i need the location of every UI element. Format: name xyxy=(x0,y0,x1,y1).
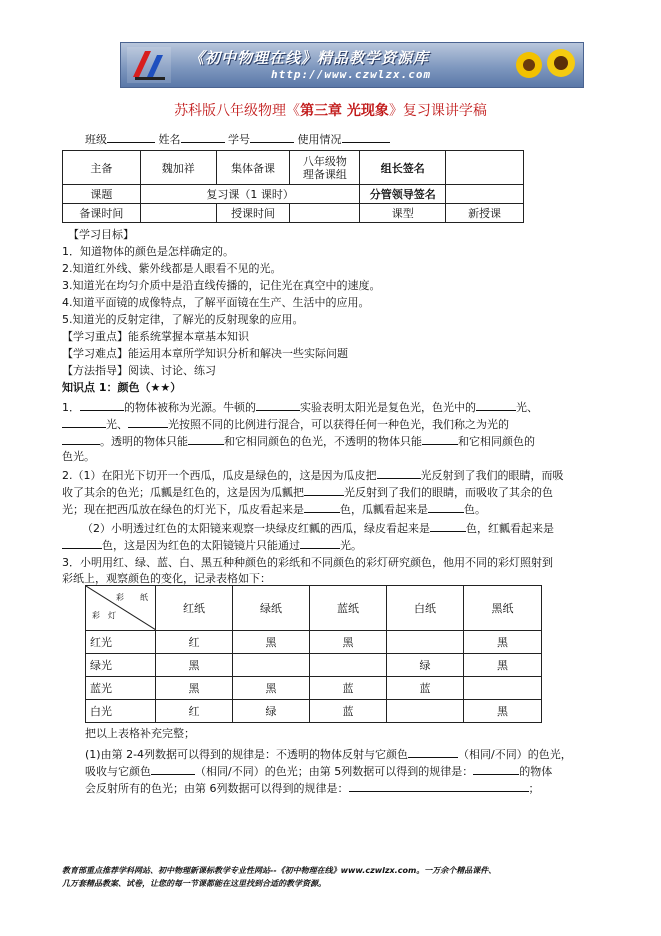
analysis-text: （相同/不同）的色光；由第 5列数据可以得到的规律是： xyxy=(195,765,474,778)
meta-cell[interactable] xyxy=(446,151,524,185)
table-row xyxy=(86,700,542,723)
q2b-text: （2）小明透过红色的太阳镜来观察一块绿皮红瓤的西瓜，绿皮看起来是 xyxy=(82,522,430,535)
answer-blank[interactable] xyxy=(62,416,106,428)
q2a-text: 光反射到了我们的眼睛，而吸 xyxy=(420,469,564,482)
grid-row-header: 红光 xyxy=(86,631,156,654)
name-label: 姓名 xyxy=(158,133,181,146)
lesson-meta-table xyxy=(62,150,524,223)
analysis-line xyxy=(85,780,540,796)
goal-item: 5.知道光的反射定律，了解光的反射现象的应用。 xyxy=(62,313,304,326)
corner-bottom-label: 彩 灯 xyxy=(92,611,116,620)
banner-url: http://www.czwlzx.com xyxy=(271,68,432,81)
meta-row xyxy=(63,151,524,185)
grid-cell: 黑 xyxy=(233,631,310,654)
q1-text: 1． xyxy=(62,401,80,414)
grid-row-header: 蓝光 xyxy=(86,677,156,700)
analysis-text: 吸收与它颜色 xyxy=(85,765,151,778)
analysis-text: ； xyxy=(528,782,540,795)
answer-blank[interactable] xyxy=(256,399,300,411)
answer-blank[interactable] xyxy=(428,501,464,513)
title-suffix: 》复习课讲学稿 xyxy=(388,103,487,119)
q1-line xyxy=(62,433,535,449)
difficulty-line xyxy=(62,347,348,361)
grid-cell: 黑 xyxy=(464,631,542,654)
answer-blank[interactable] xyxy=(188,433,224,445)
answer-blank[interactable] xyxy=(62,433,100,445)
class-blank[interactable] xyxy=(107,131,155,143)
grid-cell: 黑 xyxy=(233,677,310,700)
title-chapter: 第三章 光现象 xyxy=(300,103,389,119)
q1-text: 光、 xyxy=(516,401,538,414)
q1-text: 和它相同颜色的 xyxy=(458,435,535,448)
goal-item: 2.知道红外线、紫外线都是人眼看不见的光。 xyxy=(62,262,282,275)
answer-blank[interactable] xyxy=(151,763,195,775)
meta-row xyxy=(63,204,524,223)
q3-line: 彩纸上，观察颜色的变化，记录表格如下： xyxy=(62,572,271,585)
meta-cell[interactable] xyxy=(290,204,360,223)
q1-text: 和它相同颜色的色光，不透明的物体只能 xyxy=(224,435,422,448)
analysis-line xyxy=(85,763,552,779)
answer-blank[interactable] xyxy=(304,501,340,513)
meta-cell: 授课时间 xyxy=(216,204,290,223)
answer-blank[interactable] xyxy=(62,537,102,549)
meta-cell-line: 八年级物 xyxy=(302,154,347,168)
answer-blank[interactable] xyxy=(476,399,516,411)
grid-column-header: 红纸 xyxy=(156,586,233,631)
answer-blank[interactable] xyxy=(304,484,344,496)
q1-text: 光、 xyxy=(106,418,128,431)
q2b-line xyxy=(62,537,362,553)
grid-cell: 黑 xyxy=(464,700,542,723)
grid-cell[interactable] xyxy=(387,700,464,723)
id-blank[interactable] xyxy=(250,131,294,143)
meta-cell[interactable] xyxy=(446,185,524,204)
grid-cell: 蓝 xyxy=(310,677,387,700)
grid-row-header: 白光 xyxy=(86,700,156,723)
q1-text: 的物体被称为光源。牛顿的 xyxy=(124,401,256,414)
meta-cell: 复习课（1 课时） xyxy=(140,185,360,204)
meta-cell: 课题 xyxy=(63,185,141,204)
meta-cell xyxy=(290,151,360,185)
method-label: 【方法指导】 xyxy=(62,364,128,377)
answer-blank[interactable] xyxy=(473,763,519,775)
sunflower-icon xyxy=(511,45,581,85)
goal-item: 3.知道光在均匀介质中是沿直线传播的，记住光在真空中的速度。 xyxy=(62,279,381,292)
grid-cell[interactable] xyxy=(387,631,464,654)
answer-blank[interactable] xyxy=(377,467,421,479)
grid-corner-cell xyxy=(86,586,156,631)
meta-cell: 备课时间 xyxy=(63,204,141,223)
grid-cell: 黑 xyxy=(464,654,542,677)
q1-text: 实验表明太阳光是复色光，色光中的 xyxy=(300,401,476,414)
id-label: 学号 xyxy=(228,133,250,146)
method-line xyxy=(62,364,216,378)
answer-blank[interactable] xyxy=(300,537,340,549)
method-text: 阅读、讨论、练习 xyxy=(128,364,216,377)
focus-text: 能系统掌握本章基本知识 xyxy=(128,330,249,343)
grid-cell: 蓝 xyxy=(387,677,464,700)
grid-row-header: 绿光 xyxy=(86,654,156,677)
analysis-line xyxy=(85,746,572,762)
meta-cell[interactable] xyxy=(140,204,216,223)
focus-label: 【学习重点】 xyxy=(62,330,128,343)
grid-cell: 蓝 xyxy=(310,700,387,723)
grid-cell[interactable] xyxy=(464,677,542,700)
q3-line: 3．小明用红、绿、蓝、白、黑五种种颜色的彩纸和不同颜色的彩灯研究颜色，他用不同的彩灯照射到 xyxy=(62,556,553,569)
corner-top-label: 彩 纸 xyxy=(116,593,148,602)
q2a-text: 色，瓜瓤看起来是 xyxy=(340,503,428,516)
meta-cell-line: 理备课组 xyxy=(302,167,347,181)
analysis-text: （相同/不同）的色光， xyxy=(458,748,572,761)
goal-item: 1．知道物体的颜色是怎样确定的。 xyxy=(62,245,234,258)
usage-blank[interactable] xyxy=(342,131,390,143)
grid-cell[interactable] xyxy=(233,654,310,677)
goals-header: 【学习目标】 xyxy=(68,228,134,241)
q1-line xyxy=(62,399,538,415)
grid-cell: 绿 xyxy=(233,700,310,723)
title-prefix: 苏科版八年级物理《 xyxy=(174,103,301,119)
analysis-text: 会反射所有的色光；由第 6列数据可以得到的规律是： xyxy=(85,782,349,795)
meta-cell: 魏加祥 xyxy=(140,151,216,185)
grid-cell: 红 xyxy=(156,631,233,654)
meta-cell: 集体备课 xyxy=(216,151,290,185)
grid-column-header: 黑纸 xyxy=(464,586,542,631)
grid-cell: 黑 xyxy=(156,677,233,700)
q1-line: 色光。 xyxy=(62,450,95,463)
q2a-line xyxy=(62,484,553,500)
difficulty-text: 能运用本章所学知识分析和解决一些实际问题 xyxy=(128,347,348,360)
table-row xyxy=(86,654,542,677)
q1-text: 。透明的物体只能 xyxy=(100,435,188,448)
q2a-text: 收了其余的色光；瓜瓤是红色的，这是因为瓜瓤把 xyxy=(62,486,304,499)
meta-row xyxy=(63,185,524,204)
color-observation-table xyxy=(85,585,542,723)
grid-column-header: 绿纸 xyxy=(233,586,310,631)
difficulty-label: 【学习难点】 xyxy=(62,347,128,360)
analysis-text: (1)由第 2-4列数据可以得到的规律是：不透明的物体反射与它颜色 xyxy=(85,748,409,761)
answer-blank[interactable] xyxy=(430,520,466,532)
meta-cell: 新授课 xyxy=(446,204,524,223)
grid-cell: 黑 xyxy=(310,631,387,654)
meta-cell: 课型 xyxy=(360,204,446,223)
q1-line xyxy=(62,416,509,432)
answer-blank[interactable] xyxy=(422,433,458,445)
footer-line: 几万套精品教案、试卷，让您的每一节课都能在这里找到合适的教学资源。 xyxy=(62,879,326,888)
banner-title: 《初中物理在线》精品教学资源库 xyxy=(189,49,430,67)
complete-table-instruction: 把以上表格补充完整； xyxy=(85,727,195,740)
grid-cell[interactable] xyxy=(310,654,387,677)
site-banner xyxy=(120,42,584,88)
focus-line xyxy=(62,330,249,344)
analysis-text: 的物体 xyxy=(519,765,553,778)
q2b-text: 光。 xyxy=(340,539,362,552)
kp1-heading: 知识点 1：颜色（★★） xyxy=(62,381,182,394)
answer-blank[interactable] xyxy=(80,399,124,411)
grid-header-row xyxy=(86,586,542,631)
q2a-line xyxy=(62,501,486,517)
goal-item: 4.知道平面镜的成像特点，了解平面镜在生产、生活中的应用。 xyxy=(62,296,370,309)
q2b-text: 色，这是因为红色的太阳镜镜片只能通过 xyxy=(102,539,300,552)
page-title xyxy=(0,100,661,120)
name-blank[interactable] xyxy=(181,131,225,143)
usage-label: 使用情况 xyxy=(297,133,342,146)
site-logo-icon xyxy=(127,47,171,83)
grid-cell: 黑 xyxy=(156,654,233,677)
grid-cell: 绿 xyxy=(387,654,464,677)
class-label: 班级 xyxy=(85,133,107,146)
q2a-text: 2.（1）在阳光下切开一个西瓜，瓜皮是绿色的，这是因为瓜皮把 xyxy=(62,469,377,482)
grid-cell: 红 xyxy=(156,700,233,723)
q2b-text: 色，红瓤看起来是 xyxy=(466,522,554,535)
grid-column-header: 蓝纸 xyxy=(310,586,387,631)
answer-blank[interactable] xyxy=(408,746,458,758)
answer-blank[interactable] xyxy=(128,416,168,428)
q2a-text: 光；现在把西瓜放在绿色的灯光下，瓜皮看起来是 xyxy=(62,503,304,516)
meta-cell: 分管领导签名 xyxy=(360,185,446,204)
q2b-line xyxy=(82,520,554,536)
grid-column-header: 白纸 xyxy=(387,586,464,631)
table-row xyxy=(86,631,542,654)
meta-cell: 主备 xyxy=(63,151,141,185)
q2a-text: 色。 xyxy=(464,503,486,516)
q1-text: 光按照不同的比例进行混合，可以获得任何一种色光，我们称之为光的 xyxy=(168,418,509,431)
answer-blank[interactable] xyxy=(349,780,529,792)
student-info-line xyxy=(85,131,390,147)
page-footer xyxy=(62,864,602,890)
q2a-text: 光反射到了我们的眼睛，而吸收了其余的色 xyxy=(344,486,553,499)
q2a-line xyxy=(62,467,564,483)
table-row xyxy=(86,677,542,700)
meta-cell: 组长签名 xyxy=(360,151,446,185)
footer-line: 教育部重点推荐学科网站、初中物理新课标教学专业性网站--《初中物理在线》www.czwlzx.com。一万余个精品课件、 xyxy=(62,866,497,875)
